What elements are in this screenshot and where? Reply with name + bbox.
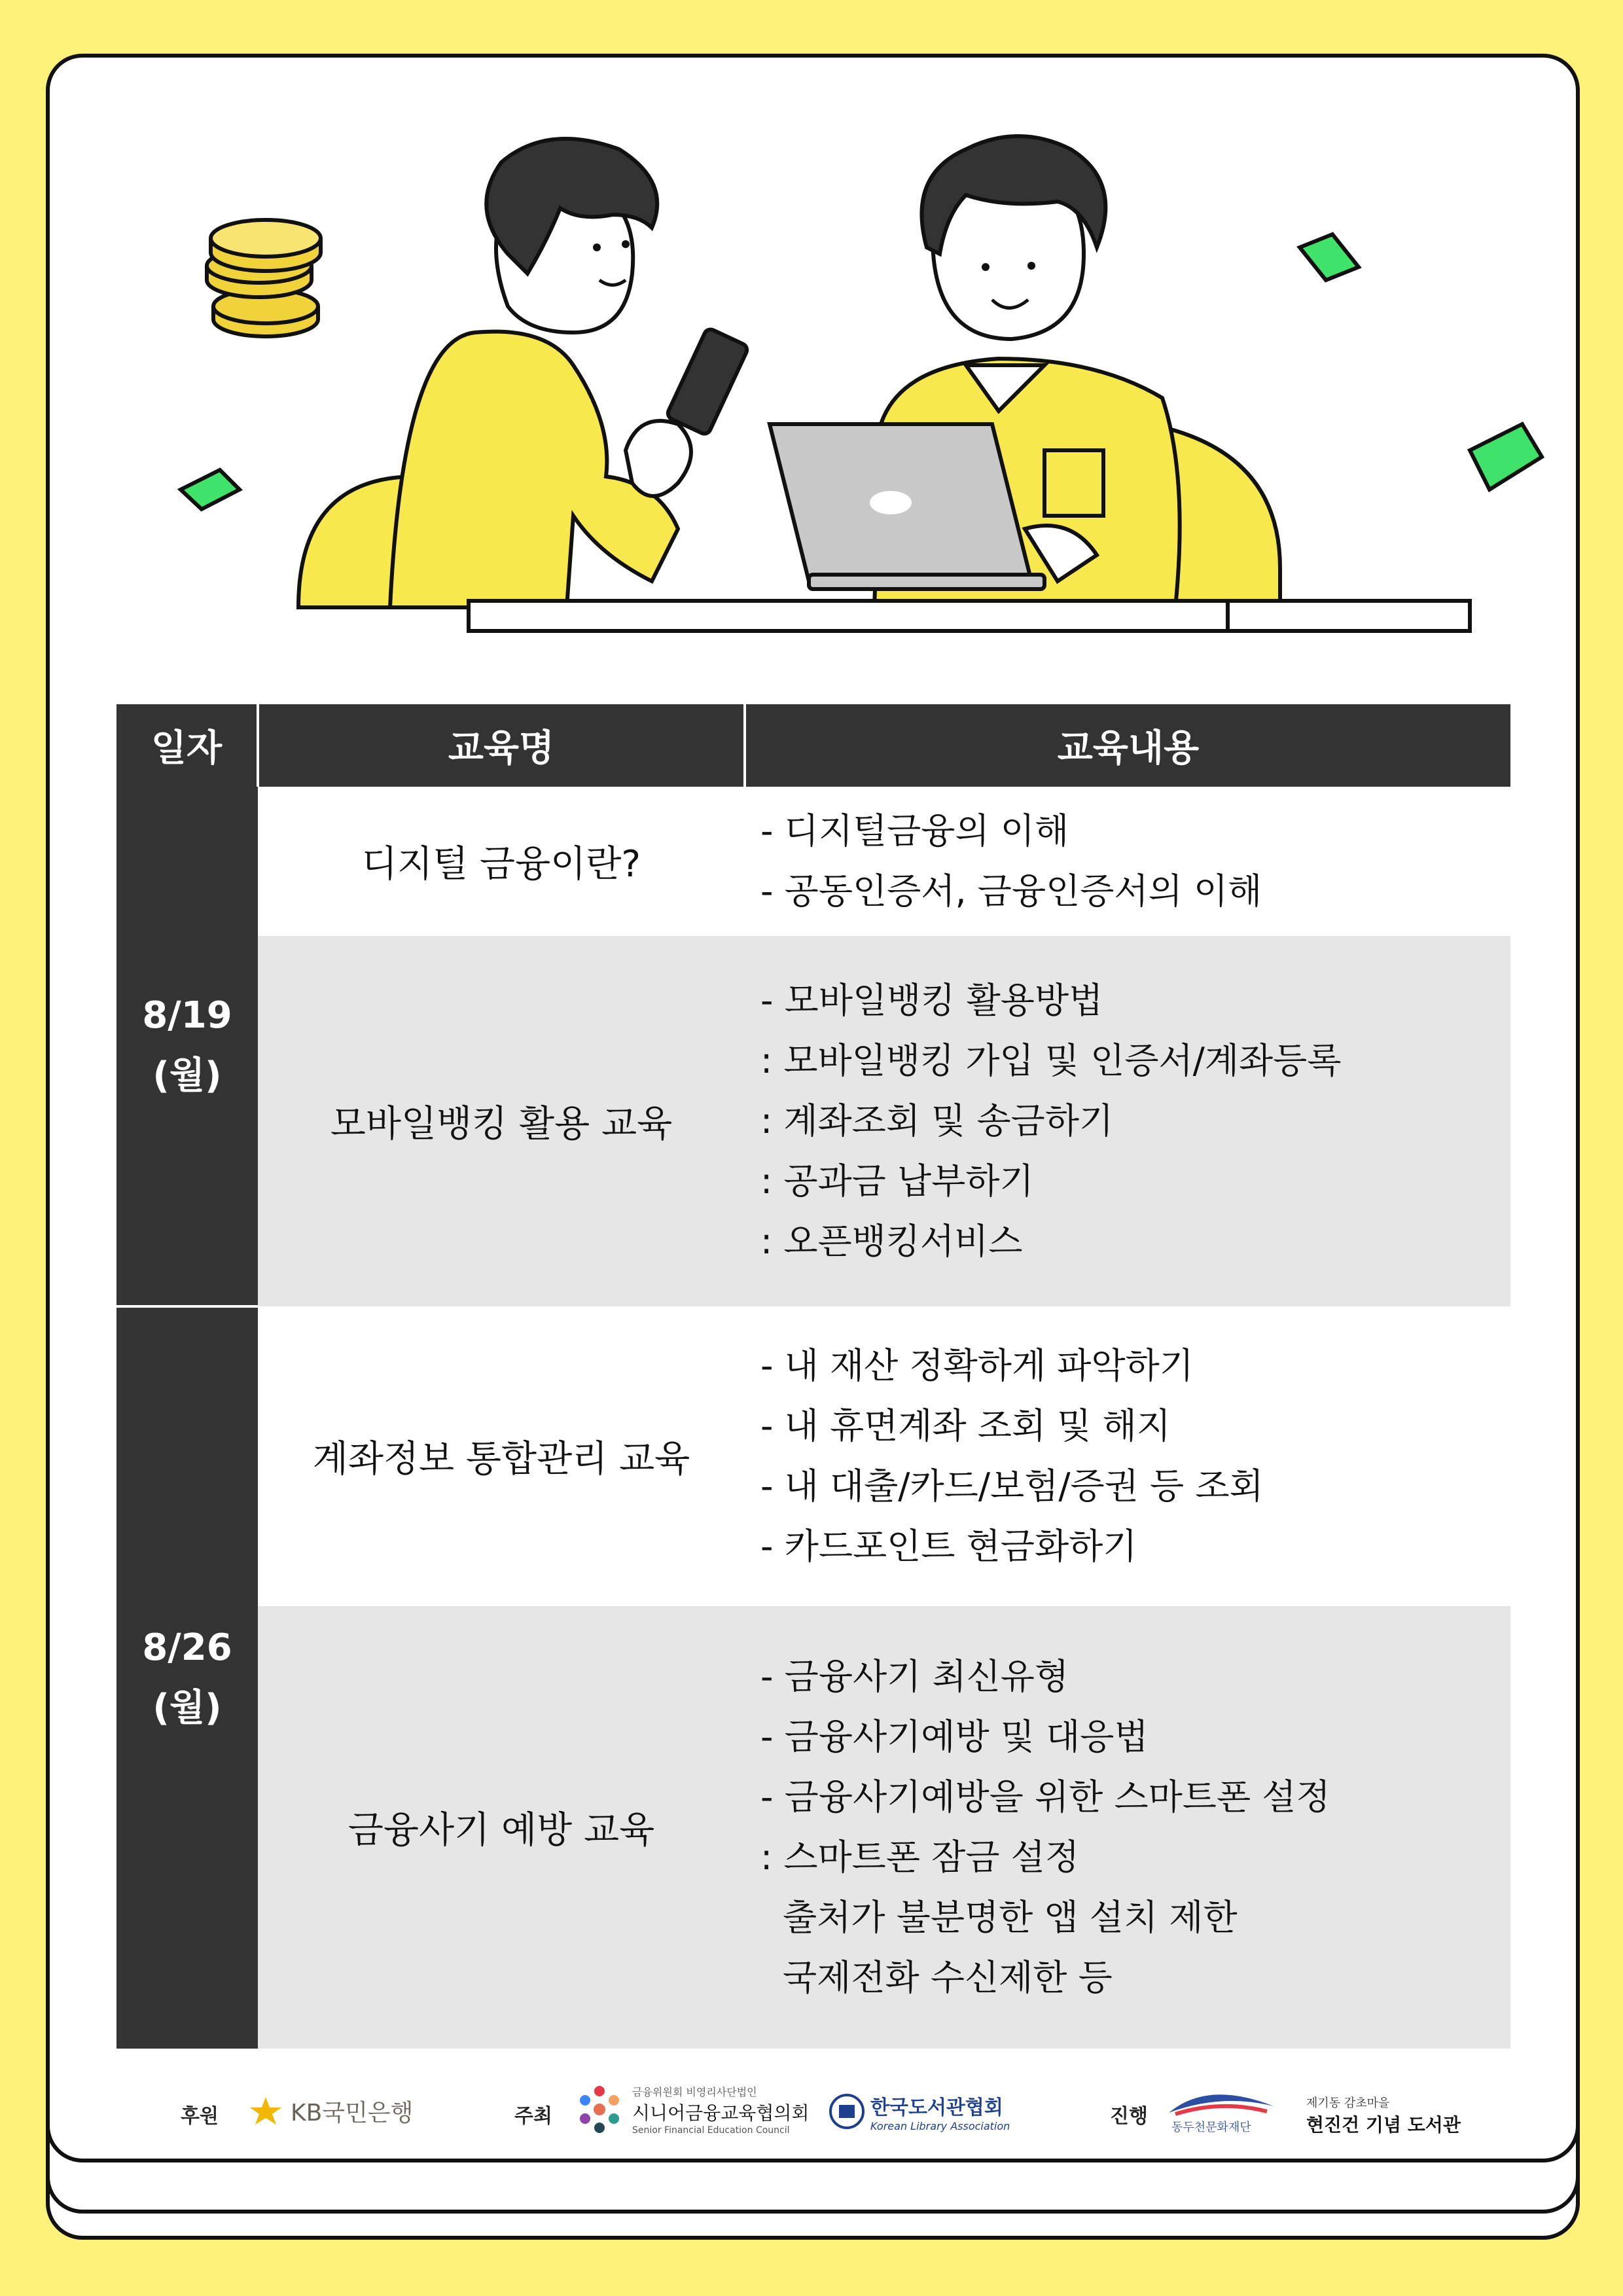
- content-line: - 내 휴면계좌 조회 및 해지: [760, 1405, 1171, 1446]
- header-content: 교육내용: [745, 704, 1510, 787]
- session-day: (월): [152, 1687, 222, 1729]
- sponsor-footer: [50, 2073, 1576, 2152]
- content-line: - 금융사기예방 및 대응법: [760, 1716, 1149, 1757]
- council-name: 시니어금융교육협의회: [632, 2102, 810, 2124]
- content-line: : 공과금 납부하기: [760, 1160, 1034, 1202]
- content-line: 출처가 불분명한 앱 설치 제한: [783, 1897, 1238, 1938]
- content-line: - 금융사기예방을 위한 스마트폰 설정: [760, 1776, 1330, 1818]
- council-logo: [573, 2080, 809, 2139]
- council-en: Senior Financial Education Council: [632, 2125, 790, 2136]
- content-line: 국제전화 수신제한 등: [783, 1957, 1113, 1998]
- session-date: 8/19: [142, 994, 232, 1037]
- library-association-logo: [829, 2085, 1010, 2138]
- content-line: : 오픈뱅킹서비스: [760, 1221, 1023, 1262]
- library-association-en: Korean Library Association: [870, 2119, 1010, 2132]
- table-row: [116, 1606, 1510, 2049]
- memorial-library-small: 제기동 감초마을: [1306, 2096, 1390, 2110]
- table-row: [116, 787, 1510, 936]
- course-name: 디지털 금융이란?: [258, 787, 745, 936]
- content-line: - 모바일뱅킹 활용방법: [760, 980, 1103, 1021]
- foundation-logo: [1169, 2080, 1274, 2139]
- content-line: - 내 대출/카드/보험/증권 등 조회: [760, 1465, 1264, 1507]
- content-line: - 내 재산 정확하게 파악하기: [760, 1345, 1194, 1386]
- content-line: - 공동인증서, 금융인증서의 이해: [760, 870, 1262, 912]
- council-small: 금융위원회 비영리사단법인: [632, 2085, 757, 2098]
- content-line: - 디지털금융의 이해: [760, 810, 1069, 852]
- library-association-logo-icon: [829, 2093, 865, 2130]
- course-content: [745, 936, 1510, 1306]
- kb-name: KB국민은행: [291, 2099, 414, 2126]
- table-row: [116, 936, 1510, 1306]
- coin-stack-icon: [207, 220, 321, 336]
- session-date: 8/26: [142, 1626, 232, 1669]
- table-row: [116, 1306, 1510, 1606]
- poster-card: [46, 54, 1580, 2162]
- session-date-cell: [116, 787, 258, 1306]
- course-content: [745, 787, 1510, 936]
- header-date: 일자: [116, 704, 258, 787]
- organizer-label: 진행: [1110, 2105, 1148, 2128]
- session-date-cell: [116, 1306, 258, 2049]
- course-name: 금융사기 예방 교육: [258, 1606, 745, 2049]
- content-line: : 스마트폰 잠금 설정: [760, 1837, 1079, 1878]
- foundation-name: 동두천문화재단: [1171, 2121, 1251, 2134]
- content-line: - 금융사기 최신유형: [760, 1656, 1069, 1697]
- library-association-name: 한국도서관협회: [870, 2096, 1003, 2119]
- schedule-table: [116, 704, 1510, 2049]
- seniors-banking-illustration: [50, 58, 1576, 647]
- session-day: (월): [152, 1054, 222, 1097]
- content-line: : 모바일뱅킹 가입 및 인증서/계좌등록: [760, 1040, 1342, 1081]
- host-label: 주최: [514, 2105, 552, 2128]
- kb-star-logo-icon: [246, 2094, 285, 2127]
- course-content: [745, 1306, 1510, 1606]
- memorial-library-name: 현진건 기념 도서관: [1306, 2114, 1461, 2136]
- sponsor-label: 후원: [181, 2105, 219, 2128]
- course-name: 모바일뱅킹 활용 교육: [258, 936, 745, 1306]
- header-course: 교육명: [258, 704, 745, 787]
- course-content: [745, 1606, 1510, 2049]
- content-line: : 계좌조회 및 송금하기: [760, 1100, 1114, 1141]
- course-name: 계좌정보 통합관리 교육: [258, 1306, 745, 1606]
- kb-logo: [246, 2088, 413, 2134]
- council-logo-icon: [573, 2083, 626, 2136]
- content-line: - 카드포인트 현금화하기: [760, 1526, 1137, 1567]
- memorial-library-logo: [1306, 2089, 1461, 2142]
- table-header-row: [116, 704, 1510, 787]
- foundation-logo-icon: [1169, 2080, 1274, 2119]
